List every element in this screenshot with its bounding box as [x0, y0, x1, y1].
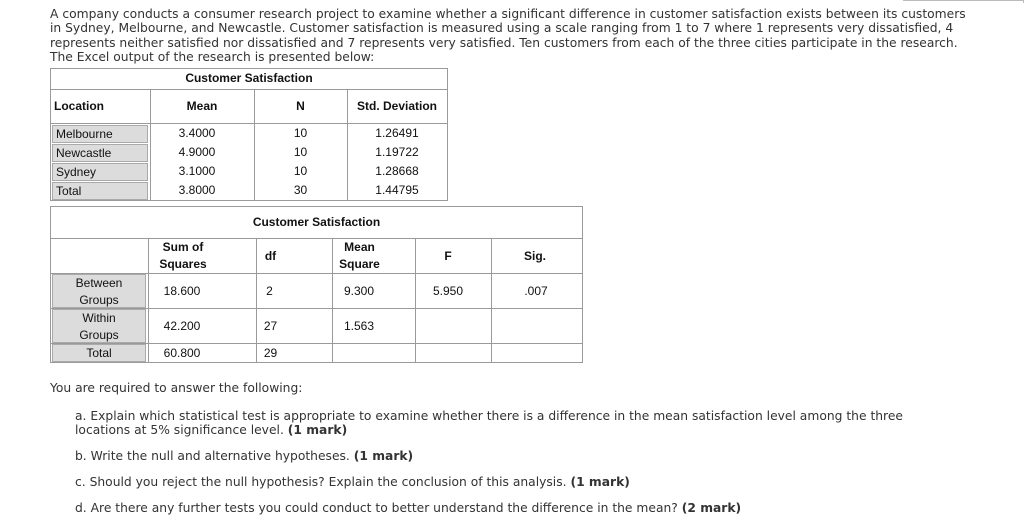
- question-text: d. Are there any further tests you could conduct to better understand the difference in the mean?: [75, 501, 678, 515]
- descriptives-caption: Customer Satisfaction: [185, 71, 313, 85]
- question-text: b. Write the null and alternative hypotheses.: [75, 449, 350, 463]
- questions-lead: You are required to answer the following:: [50, 381, 303, 395]
- header-ss-line2: Squares: [159, 257, 207, 271]
- header-location: Location: [54, 99, 104, 113]
- mean-cell: 4.9000: [178, 145, 216, 159]
- df-cell: 2: [266, 284, 273, 298]
- source-line2: Groups: [79, 328, 119, 342]
- header-sum-of-squares: [148, 239, 218, 273]
- question-mark: (1 mark): [570, 475, 630, 489]
- ms-cell: 1.563: [343, 319, 375, 333]
- question-a: [75, 409, 945, 438]
- df-cell: 27: [263, 319, 278, 333]
- question-mark: (1 mark): [287, 423, 348, 438]
- sig-cell: .007: [524, 284, 548, 298]
- header-f: F: [444, 249, 452, 263]
- header-mean: Mean: [186, 99, 218, 113]
- descriptives-table: [50, 68, 448, 201]
- source-cell-between: [52, 274, 146, 308]
- questions-section: [50, 381, 960, 515]
- top-right-border: [903, 0, 1024, 3]
- sd-cell: 1.28668: [375, 164, 419, 178]
- header-sig: Sig.: [523, 249, 546, 263]
- location-cell: Newcastle: [52, 144, 148, 162]
- question-text: c. Should you reject the null hypothesis? Explain the conclusion of this analysis.: [75, 475, 567, 489]
- mean-cell: 3.4000: [178, 126, 216, 140]
- question-text: a. Explain which statistical test is appropriate to examine whether there is a difference in the mean satisfaction level among the three locations at 5% significance level.: [75, 409, 903, 438]
- source-cell-within: [52, 309, 146, 343]
- f-cell: 5.950: [432, 284, 464, 298]
- sd-cell: 1.19722: [375, 145, 419, 159]
- df-cell: 29: [263, 346, 278, 360]
- header-ms-line2: Square: [339, 257, 380, 271]
- header-ss-line1: Sum of: [162, 240, 204, 254]
- location-cell: Melbourne: [52, 125, 148, 143]
- header-std-deviation: Std. Deviation: [356, 99, 437, 113]
- problem-statement: A company conducts a consumer research project to examine whether a significant difference in customer satisfaction exists between its customers in Sydney, Melbourne, and Newcastle. Customer satisfaction is measured using a scale ranging from 1 to 7 where 1 represents very dissatisfied, 4 represents neither satisfied nor dissatisfied and 7 represents very satisfied. Ten customers from each of the three cities participate in the research. The Excel output of the research is presented below:: [50, 7, 966, 64]
- location-cell: Total: [52, 182, 148, 200]
- n-cell: 10: [293, 126, 308, 140]
- source-line1: Within: [82, 311, 116, 325]
- source-cell-total: Total: [52, 344, 146, 362]
- source-line2: Groups: [79, 293, 119, 307]
- question-d: [75, 501, 945, 515]
- question-mark: (2 mark): [681, 501, 742, 515]
- mean-cell: 3.1000: [178, 164, 216, 178]
- n-cell: 10: [293, 164, 308, 178]
- ms-cell: 9.300: [343, 284, 375, 298]
- header-ms-line1: Mean: [344, 240, 375, 254]
- header-n: N: [296, 99, 305, 113]
- question-mark: (1 mark): [353, 449, 414, 463]
- ss-cell: 60.800: [163, 346, 201, 360]
- mean-cell: 3.8000: [178, 183, 216, 197]
- header-mean-square: [332, 239, 387, 273]
- n-cell: 30: [293, 183, 308, 197]
- location-cell: Sydney: [52, 163, 148, 181]
- n-cell: 10: [293, 145, 308, 159]
- source-line1: Between: [75, 276, 123, 290]
- question-c: [75, 475, 945, 489]
- header-df: df: [264, 249, 277, 263]
- sd-cell: 1.44795: [375, 183, 419, 197]
- ss-cell: 18.600: [163, 284, 201, 298]
- anova-caption: Customer Satisfaction: [252, 215, 381, 229]
- anova-table: [50, 206, 583, 363]
- question-b: [75, 449, 945, 463]
- sd-cell: 1.26491: [375, 126, 419, 140]
- ss-cell: 42.200: [163, 319, 201, 333]
